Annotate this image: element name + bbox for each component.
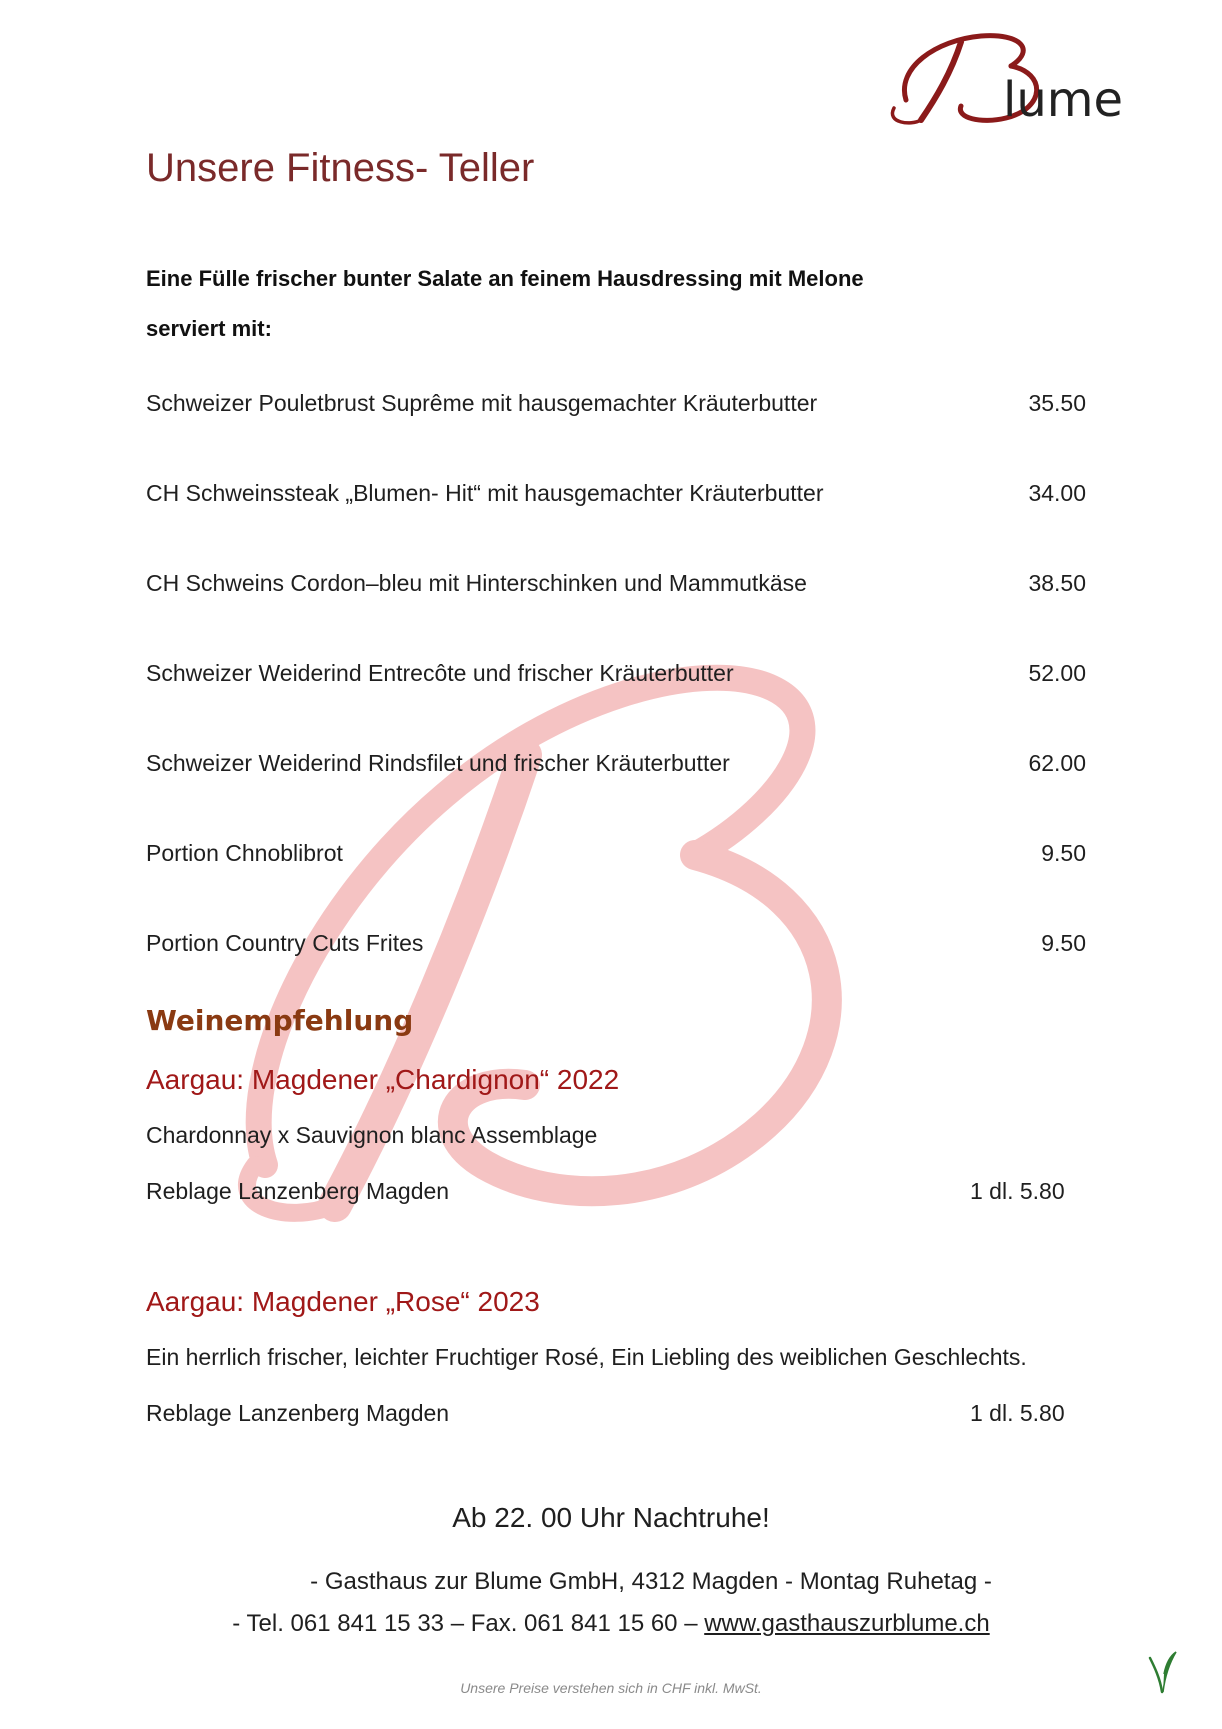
menu-item-name: Portion Country Cuts Frites: [146, 930, 424, 956]
contact-line: [0, 1610, 1222, 1638]
menu-item: [146, 390, 1086, 424]
page-title: Unsere Fitness- Teller: [146, 146, 535, 190]
wine-description: Chardonnay x Sauvignon blanc Assemblage: [146, 1122, 598, 1148]
menu-item-name: Schweizer Weiderind Entrecôte und frischer Kräuterbutter: [146, 660, 734, 686]
wine-title: Aargau: Magdener „Chardignon“ 2022: [146, 1064, 620, 1095]
logo-wordmark: lume: [1003, 72, 1124, 128]
menu-item: [146, 750, 1086, 784]
menu-item-price: 35.50: [1028, 390, 1086, 416]
wine-title: Aargau: Magdener „Rose“ 2023: [146, 1286, 540, 1317]
menu-item: [146, 480, 1086, 514]
menu-item: [146, 840, 1086, 874]
leaf-sprout-icon: [1148, 1648, 1178, 1694]
menu-item: [146, 930, 1086, 964]
menu-item-name: Portion Chnoblibrot: [146, 840, 343, 866]
menu-item-price: 38.50: [1028, 570, 1086, 596]
menu-item-price: 9.50: [1041, 840, 1086, 866]
menu-item-name: Schweizer Pouletbrust Suprême mit hausgemachter Kräuterbutter: [146, 390, 818, 416]
wine-origin: Reblage Lanzenberg Magden: [146, 1400, 450, 1426]
quiet-hours-notice: Ab 22. 00 Uhr Nachtruhe!: [452, 1502, 770, 1533]
menu-item: [146, 570, 1086, 604]
price-disclaimer: Unsere Preise verstehen sich in CHF inkl. MwSt.: [460, 1680, 762, 1696]
menu-item: [146, 660, 1086, 694]
menu-item-price: 34.00: [1028, 480, 1086, 506]
wine-description: Ein herrlich frischer, leichter Fruchtiger Rosé, Ein Liebling des weiblichen Geschlechts.: [146, 1344, 1027, 1370]
menu-item-name: CH Schweins Cordon–bleu mit Hinterschinken und Mammutkäse: [146, 570, 807, 596]
wine-section-heading: Weinempfehlung: [146, 1004, 414, 1037]
intro-text: [146, 254, 1046, 354]
contact-text: - Tel. 061 841 15 33 – Fax. 061 841 15 60 –: [232, 1610, 705, 1637]
menu-item-name: CH Schweinssteak „Blumen- Hit“ mit hausgemachter Kräuterbutter: [146, 480, 824, 506]
wine-price: 1 dl. 5.80: [970, 1400, 1065, 1426]
menu-item-price: 62.00: [1028, 750, 1086, 776]
menu-item-name: Schweizer Weiderind Rindsfilet und frischer Kräuterbutter: [146, 750, 730, 776]
wine-origin: Reblage Lanzenberg Magden: [146, 1178, 450, 1204]
address-line: - Gasthaus zur Blume GmbH, 4312 Magden - Montag Ruhetag -: [310, 1568, 992, 1595]
intro-line: serviert mit:: [146, 316, 272, 341]
menu-item-price: 52.00: [1028, 660, 1086, 686]
menu-item-price: 9.50: [1041, 930, 1086, 956]
intro-line: Eine Fülle frischer bunter Salate an feinem Hausdressing mit Melone: [146, 266, 864, 291]
website-link[interactable]: www.gasthauszurblume.ch: [704, 1610, 990, 1637]
wine-price: 1 dl. 5.80: [970, 1178, 1065, 1204]
